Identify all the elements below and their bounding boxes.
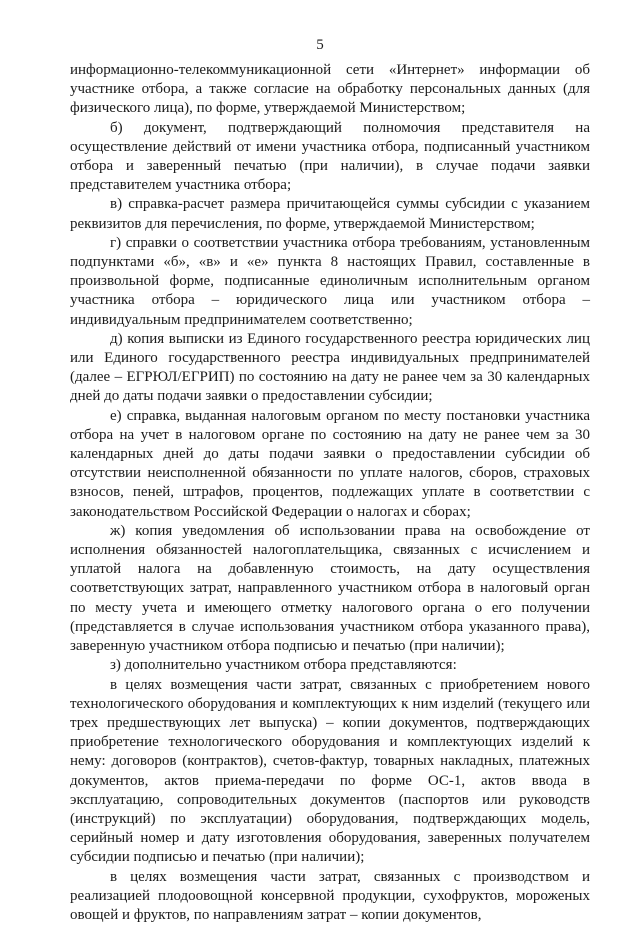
paragraph-b: б) документ, подтверждающий полномочия представителя на осуществление действий от имени участника отбора, подписанный участником отбора и заверенный печатью (при наличии), в случае подачи заявки представителем участника отбора; xyxy=(70,119,590,194)
paragraph-g: г) справки о соответствии участника отбора требованиям, установленным подпунктами «б», «в» и «е» пункта 8 настоящих Правил, составленные в произвольной форме, подписанные единоличным исполнительным органом участника отбора – юридического лица или участником отбора – индивидуальным предпринимателем соответственно; xyxy=(70,234,590,328)
paragraph-continuation: информационно-телекоммуникационной сети «Интернет» информации об участнике отбора, а также согласие на обработку персональных данных (для физического лица), по форме, утверждаемой Министерством; xyxy=(70,62,590,117)
paragraph-e: е) справка, выданная налоговым органом по месту постановки участника отбора на учет в налоговом органе по состоянию на дату не ранее чем за 30 календарных дней до даты подачи заявки о предоставлении субсидии об отсутствии неисполненной обязанности по уплате налогов, сборов, страховых взносов, пеней, штрафов, процентов, подлежащих уплате в соответствии с законодательством Российской Федерации о налогах и сборах; xyxy=(70,407,590,520)
paragraph-equipment-costs: в целях возмещения части затрат, связанных с приобретением нового технологического оборудования и комплектующих к ним изделий (текущего или трех предшествующих лет выпуска) – копии документов, подтверждающих приобретение технологического оборудования и комплектующих изделий к нему: договоров (контрактов), счетов-фактур, товарных накладных, платежных документов, актов приема-передачи по форме ОС-1, актов ввода в эксплуатацию, сопроводительных документов (паспортов или руководств (инструкций) по эксплуатации) оборудования, подтверждающих модель, серийный номер и дату изготовления оборудования, заверенных получателем субсидии подписью и печатью (при наличии); xyxy=(70,676,590,866)
paragraph-z: з) дополнительно участником отбора представляются: xyxy=(110,657,457,674)
paragraph-production-costs: в целях возмещения части затрат, связанных с производством и реализацией плодоовощной консервной продукции, сухофруктов, мороженых овощей и фруктов, по направлениям затрат – копии документов, xyxy=(70,868,590,923)
paragraph-v: в) справка-расчет размера причитающейся суммы субсидии с указанием реквизитов для перечисления, по форме, утверждаемой Министерством; xyxy=(70,196,590,232)
paragraph-d: д) копия выписки из Единого государственного реестра юридических лиц или Единого государственного реестра индивидуальных предпринимателей (далее – ЕГРЮЛ/ЕГРИП) по состоянию на дату не ранее чем за 30 календарных дней до даты подачи заявки о предоставлении субсидии; xyxy=(70,330,590,405)
page-number: 5 xyxy=(316,37,324,53)
paragraph-zh: ж) копия уведомления об использовании права на освобождение от исполнения обязанностей налогоплательщика, связанных с исчислением и уплатой налога на добавленную стоимость, на дату осуществления соответствующих затрат, направленного участником отбора в налоговый орган по месту учета и имеющего отметку налогового органа о его получении (представляется в случае использования участником отбора указанного права), заверенную участником отбора подписью и печатью (при наличии); xyxy=(70,522,590,655)
document-body xyxy=(70,61,590,925)
